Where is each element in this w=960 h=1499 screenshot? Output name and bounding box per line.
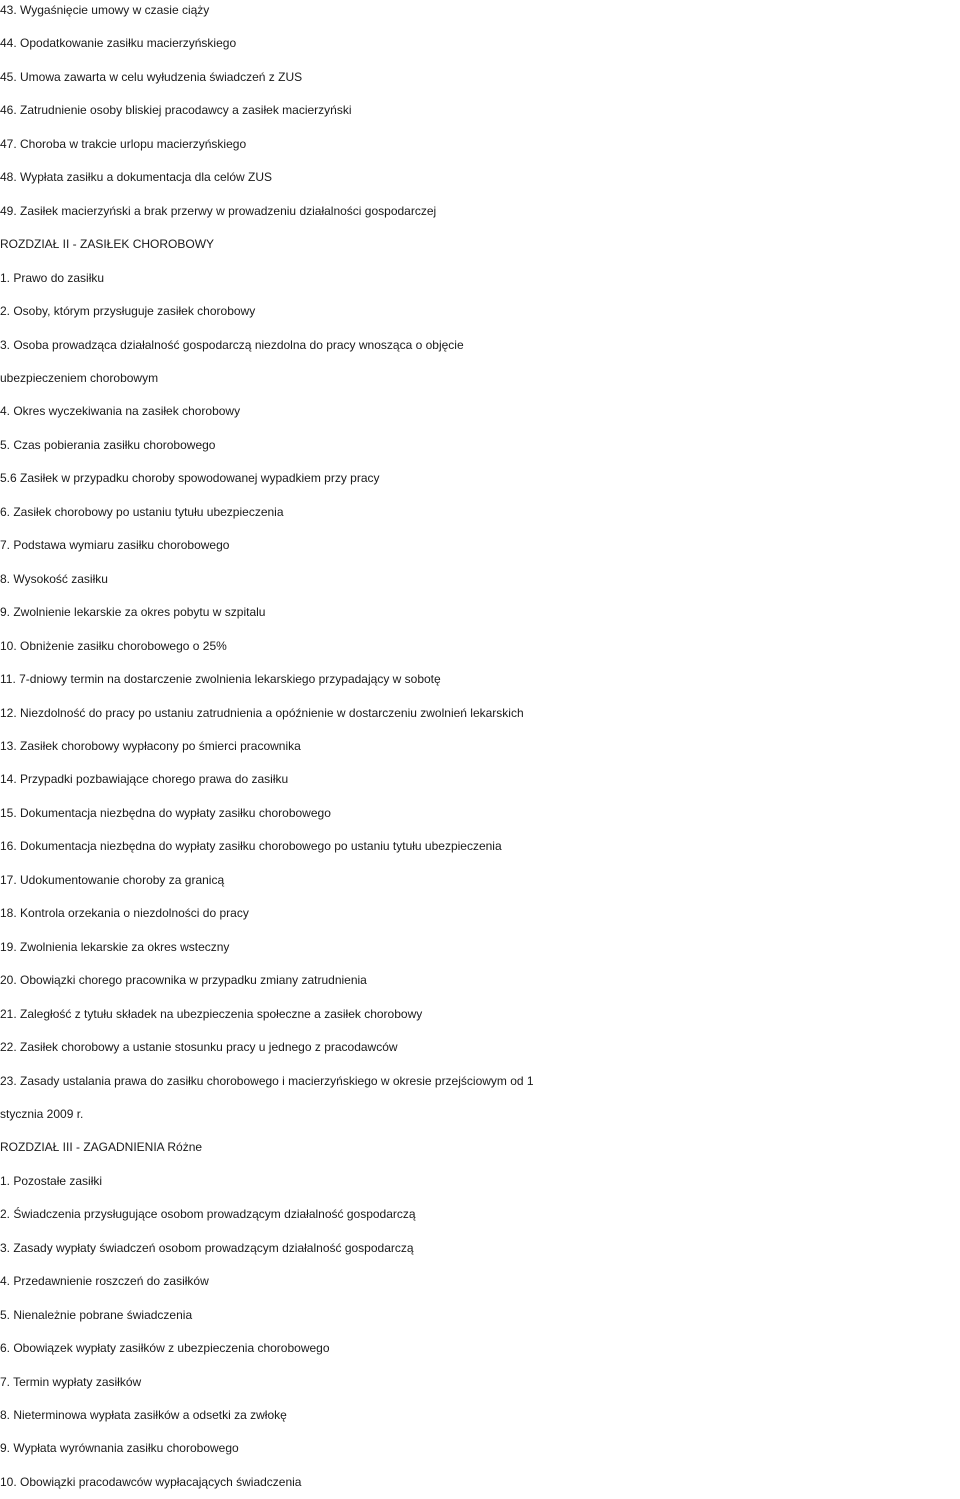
toc-line: 1. Prawo do zasiłku [0, 270, 105, 285]
toc-line: 4. Okres wyczekiwania na zasiłek chorobowy [0, 404, 241, 419]
toc-line: 5. Nienależnie pobrane świadczenia [0, 1307, 193, 1322]
toc-line: 11. 7-dniowy termin na dostarczenie zwolnienia lekarskiego przypadający w sobotę [0, 672, 441, 687]
toc-line: 49. Zasiłek macierzyński a brak przerwy w prowadzeniu działalności gospodarczej [0, 203, 437, 218]
toc-line: 20. Obowiązki chorego pracownika w przypadku zmiany zatrudnienia [0, 973, 367, 988]
toc-line: 1. Pozostałe zasiłki [0, 1173, 103, 1188]
toc-line: 19. Zwolnienia lekarskie za okres wsteczny [0, 939, 230, 954]
toc-line: 15. Dokumentacja niezbędna do wypłaty zasiłku chorobowego [0, 805, 331, 820]
toc-line: 13. Zasiłek chorobowy wypłacony po śmierci pracownika [0, 738, 301, 753]
toc-line: 44. Opodatkowanie zasiłku macierzyńskiego [0, 36, 237, 51]
toc-line: 22. Zasiłek chorobowy a ustanie stosunku pracy u jednego z pracodawców [0, 1040, 398, 1055]
toc-line: 3. Osoba prowadząca działalność gospodarczą niezdolna do pracy wnosząca o objęcie [0, 337, 464, 352]
toc-line: 3. Zasady wypłaty świadczeń osobom prowadzącym działalność gospodarczą [0, 1240, 414, 1255]
toc-line: 47. Choroba w trakcie urlopu macierzyńskiego [0, 136, 247, 151]
toc-line: 6. Obowiązek wypłaty zasiłków z ubezpieczenia chorobowego [0, 1341, 330, 1356]
toc-line: 46. Zatrudnienie osoby bliskiej pracodawcy a zasiłek macierzyński [0, 103, 352, 118]
toc-line: 45. Umowa zawarta w celu wyłudzenia świadczeń z ZUS [0, 69, 303, 84]
toc-line: 17. Udokumentowanie choroby za granicą [0, 872, 225, 887]
toc-line: ROZDZIAŁ II - ZASIŁEK CHOROBOWY [0, 237, 215, 252]
toc-line: 6. Zasiłek chorobowy po ustaniu tytułu ubezpieczenia [0, 504, 284, 519]
toc-line: ROZDZIAŁ III - ZAGADNIENIA Różne [0, 1140, 203, 1155]
toc-line: 48. Wypłata zasiłku a dokumentacja dla celów ZUS [0, 170, 273, 185]
toc-line: 5. Czas pobierania zasiłku chorobowego [0, 437, 216, 452]
toc-line: 7. Podstawa wymiaru zasiłku chorobowego [0, 538, 230, 553]
toc-line: 7. Termin wypłaty zasiłków [0, 1374, 142, 1389]
toc-line: 5.6 Zasiłek w przypadku choroby spowodowanej wypadkiem przy pracy [0, 471, 380, 486]
toc-line: stycznia 2009 r. [0, 1106, 84, 1121]
toc-line: 9. Zwolnienie lekarskie za okres pobytu w szpitalu [0, 605, 266, 620]
toc-line: 10. Obowiązki pracodawców wypłacających świadczenia [0, 1474, 302, 1489]
toc-line: 9. Wypłata wyrównania zasiłku chorobowego [0, 1441, 239, 1456]
toc-line: 43. Wygaśnięcie umowy w czasie ciąży [0, 3, 210, 17]
toc-line: 12. Niezdolność do pracy po ustaniu zatrudnienia a opóźnienie w dostarczeniu zwolnień lekarskich [0, 705, 524, 720]
toc-line: 16. Dokumentacja niezbędna do wypłaty zasiłku chorobowego po ustaniu tytułu ubezpieczenia [0, 839, 502, 854]
toc-line: 23. Zasady ustalania prawa do zasiłku chorobowego i macierzyńskiego w okresie przejściowym od 1 [0, 1073, 534, 1088]
toc-line: 14. Przypadki pozbawiające chorego prawa do zasiłku [0, 772, 289, 787]
toc-line: 21. Zaległość z tytułu składek na ubezpieczenia społeczne a zasiłek chorobowy [0, 1006, 423, 1021]
toc-line: 18. Kontrola orzekania o niezdolności do pracy [0, 906, 249, 921]
toc-line: 8. Nieterminowa wypłata zasiłków a odsetki za zwłokę [0, 1408, 287, 1423]
toc-line: 10. Obniżenie zasiłku chorobowego o 25% [0, 638, 227, 653]
toc-line: 4. Przedawnienie roszczeń do zasiłków [0, 1274, 209, 1289]
toc-line: 2. Osoby, którym przysługuje zasiłek chorobowy [0, 304, 256, 319]
toc-line: 8. Wysokość zasiłku [0, 571, 108, 586]
toc-line: ubezpieczeniem chorobowym [0, 370, 159, 385]
toc-line: 2. Świadczenia przysługujące osobom prowadzącym działalność gospodarczą [0, 1207, 416, 1222]
